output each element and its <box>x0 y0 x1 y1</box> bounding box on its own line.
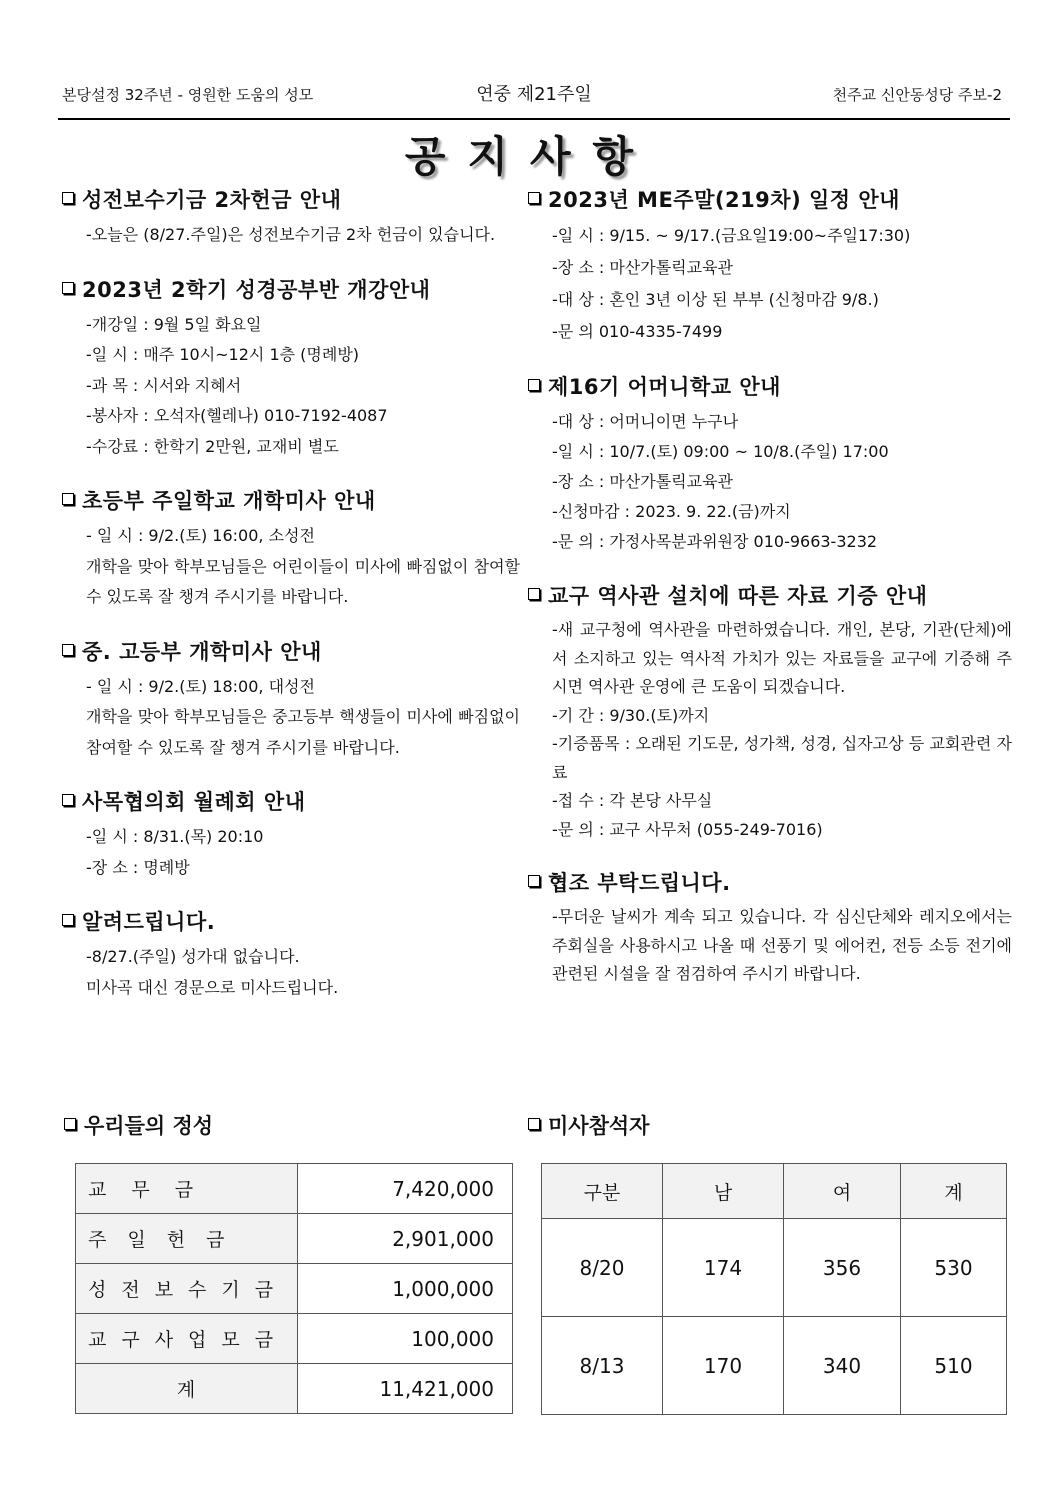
notice-section <box>62 485 520 613</box>
section-text: -기 간 : 9/30.(토)까지 <box>552 705 710 725</box>
section-line: - 일 시 : 9/2.(토) 16:00, 소성전 <box>86 526 315 545</box>
table-cell: 530 <box>901 1219 1007 1317</box>
section-line: -대 상 : 혼인 3년 이상 된 부부 (신청마감 9/8.) <box>552 290 879 309</box>
offering-label: 교무금 <box>76 1164 298 1214</box>
section-line: - 일 시 : 9/2.(토) 18:00, 대성전 <box>86 676 315 696</box>
section-line: -일 시 : 10/7.(토) 09:00 ~ 10/8.(주일) 17:00 <box>552 442 889 461</box>
page-title: 공지사항 <box>404 132 656 181</box>
section-title: 교구 역사관 설치에 따른 자료 기증 안내 <box>528 580 1012 610</box>
section-title: 제16기 어머니학교 안내 <box>528 371 1012 401</box>
section-line: -장 소 : 마산가톨릭교육관 <box>552 472 733 491</box>
section-text: -문 의 : 교구 사무처 (055-249-7016) <box>552 819 823 839</box>
notice-section <box>62 184 520 251</box>
right-column <box>528 184 1012 1012</box>
notice-section <box>528 184 1012 348</box>
checkbox-square-icon <box>62 794 74 806</box>
offering-label: 주일헌금 <box>76 1214 298 1264</box>
table-cell: 340 <box>784 1317 901 1415</box>
section-title: 2023년 ME주말(219차) 일정 안내 <box>528 184 1012 214</box>
section-line: -장 소 : 명례방 <box>86 857 190 877</box>
notice-section <box>62 906 520 1003</box>
table-row <box>76 1364 513 1414</box>
checkbox-square-icon <box>528 1118 540 1130</box>
section-line: -봉사자 : 오석자(헬레나) 010-7192-4087 <box>86 406 388 425</box>
section-text: -무더운 날씨가 계속 되고 있습니다. 각 심신단체와 레지오에서는 주회실을 사용하시고 나올 때 선풍기 및 에어컨, 전등 소등 전기에 관련된 시설을 잘 점검하여 주시기 바랍니다. <box>552 907 1012 983</box>
offering-label: 계 <box>76 1364 298 1414</box>
checkbox-square-icon <box>62 493 74 505</box>
notice-section <box>62 636 520 764</box>
section-title: 사목협의회 월례회 안내 <box>62 786 520 816</box>
section-line: -문 의 010-4335-7499 <box>552 322 723 341</box>
checkbox-square-icon <box>528 379 540 391</box>
table-row <box>76 1214 513 1264</box>
table-cell: 356 <box>784 1219 901 1317</box>
offering-value: 1,000,000 <box>298 1264 513 1314</box>
checkbox-square-icon <box>62 282 74 294</box>
section-line: -장 소 : 마산가톨릭교육관 <box>552 258 733 277</box>
checkbox-square-icon <box>64 1118 76 1130</box>
section-line: -대 상 : 어머니이면 누구나 <box>552 412 739 431</box>
left-column <box>62 184 520 1026</box>
offering-label: 성전보수기금 <box>76 1264 298 1314</box>
notice-section <box>62 786 520 883</box>
section-title: 알려드립니다. <box>62 906 520 936</box>
table-header-row <box>542 1164 1007 1219</box>
notice-section <box>62 274 520 463</box>
section-title: 중. 고등부 개학미사 안내 <box>62 636 520 666</box>
section-line: -일 시 : 9/15. ~ 9/17.(금요일19:00~주일17:30) <box>552 226 911 245</box>
section-line: -8/27.(주일) 성가대 없습니다. <box>86 947 300 966</box>
section-line: -신청마감 : 2023. 9. 22.(금)까지 <box>552 502 791 521</box>
offering-table <box>75 1163 513 1414</box>
checkbox-square-icon <box>62 644 74 656</box>
attendance-table <box>541 1163 1007 1415</box>
offering-label: 교구사업모금 <box>76 1314 298 1364</box>
section-line: -수강료 : 한학기 2만원, 교재비 별도 <box>86 436 339 456</box>
column-header: 구분 <box>542 1164 663 1219</box>
column-header: 계 <box>901 1164 1007 1219</box>
table-row <box>542 1219 1007 1317</box>
attendance-title: 미사참석자 <box>528 1110 649 1140</box>
offering-value: 7,420,000 <box>298 1164 513 1214</box>
section-line: -일 시 : 8/31.(목) 20:10 <box>86 827 264 846</box>
section-text: -접 수 : 각 본당 사무실 <box>552 791 713 810</box>
offering-value: 11,421,000 <box>298 1364 513 1414</box>
offering-title: 우리들의 정성 <box>64 1110 213 1140</box>
section-title: 2023년 2학기 성경공부반 개강안내 <box>62 274 520 304</box>
header-center: 연중 제21주일 <box>476 84 592 105</box>
section-title: 성전보수기금 2차헌금 안내 <box>62 184 520 214</box>
table-cell: 510 <box>901 1317 1007 1415</box>
section-line: -일 시 : 매주 10시~12시 1층 (명례방) <box>86 345 360 364</box>
checkbox-square-icon <box>528 588 540 600</box>
table-row <box>542 1317 1007 1415</box>
section-title: 초등부 주일학교 개학미사 안내 <box>62 485 520 515</box>
section-line: -문 의 : 가정사목분과위원장 010-9663-3232 <box>552 532 878 551</box>
table-cell: 170 <box>663 1317 784 1415</box>
notice-section <box>528 580 1012 844</box>
column-header: 여 <box>784 1164 901 1219</box>
table-row <box>76 1314 513 1364</box>
notice-section <box>528 867 1012 989</box>
notice-section <box>528 371 1012 557</box>
section-text: 개학을 맞아 학부모님들은 어린이들이 미사에 빠짐없이 참여할 수 있도록 잘 챙겨 주시기를 바랍니다. <box>86 556 520 606</box>
section-text: 개학을 맞아 학부모님들은 중고등부 핵생들이 미사에 빠짐없이 참여할 수 있도록 잘 챙겨 주시기를 바랍니다. <box>86 707 520 757</box>
section-text: -기증품목 : 오래된 기도문, 성가책, 성경, 십자고상 등 교회관련 자료 <box>552 734 1012 782</box>
table-cell: 174 <box>663 1219 784 1317</box>
section-text: -새 교구청에 역사관을 마련하였습니다. 개인, 본당, 기관(단체)에서 소지하고 있는 역사적 가치가 있는 자료들을 교구에 기증해 주시면 역사관 운영에 큰 도움이 되겠습니다. <box>552 620 1012 696</box>
page-header <box>58 80 1010 120</box>
checkbox-square-icon <box>528 192 540 204</box>
table-row <box>76 1164 513 1214</box>
header-left: 본당설정 32주년 - 영원한 도움의 성모 <box>62 86 314 104</box>
checkbox-square-icon <box>62 192 74 204</box>
checkbox-square-icon <box>62 914 74 926</box>
section-title: 협조 부탁드립니다. <box>528 867 1012 897</box>
table-cell: 8/13 <box>542 1317 663 1415</box>
offering-value: 100,000 <box>298 1314 513 1364</box>
section-text: -오늘은 (8/27.주일)은 성전보수기금 2차 헌금이 있습니다. <box>86 225 496 244</box>
header-right: 천주교 신안동성당 주보-2 <box>832 86 1002 104</box>
column-header: 남 <box>663 1164 784 1219</box>
checkbox-square-icon <box>528 875 540 887</box>
table-cell: 8/20 <box>542 1219 663 1317</box>
offering-value: 2,901,000 <box>298 1214 513 1264</box>
section-line: -개강일 : 9월 5일 화요일 <box>86 314 262 334</box>
section-line: -과 목 : 시서와 지혜서 <box>86 375 242 395</box>
section-line: 미사곡 대신 경문으로 미사드립니다. <box>86 977 339 997</box>
table-row <box>76 1264 513 1314</box>
